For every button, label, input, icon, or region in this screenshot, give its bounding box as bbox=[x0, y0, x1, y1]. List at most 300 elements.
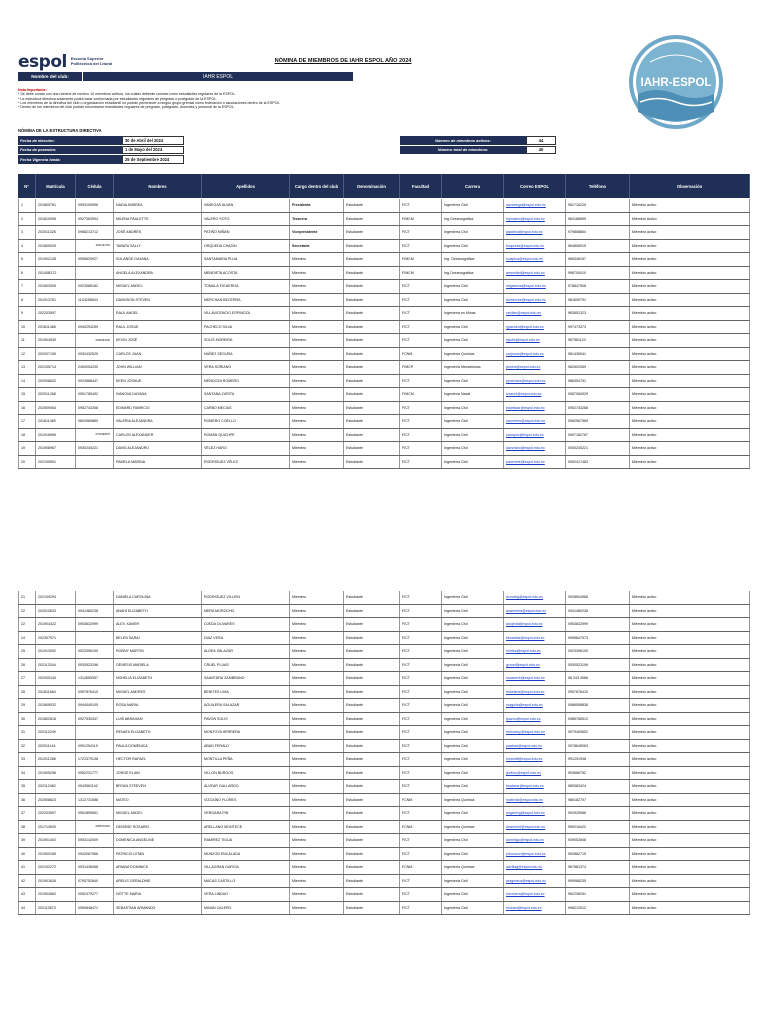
cell-facultad: FCNM bbox=[400, 348, 442, 361]
table-row bbox=[18, 672, 750, 686]
cell-correo[interactable]: domrtigu@espol.edu.ec bbox=[504, 834, 566, 847]
cell-observacion: Miembro activo bbox=[630, 456, 750, 469]
cell-nombres: LUIS ABRAHAM bbox=[114, 713, 202, 726]
cell-cargo: Miembro bbox=[290, 780, 344, 793]
cell-cargo: Miembro bbox=[290, 632, 344, 645]
cell-carrera: Ingeniería Civil bbox=[442, 294, 504, 307]
cell-carrera: Ingeniería Civil bbox=[442, 226, 504, 239]
cell-correo[interactable]: dsmerche@espol.edu.ec bbox=[504, 294, 566, 307]
cell-matricula: 202112462 bbox=[36, 780, 76, 793]
cell-matricula: 202008632 bbox=[36, 375, 76, 388]
cell-nombres: DAVID ALEJANDRO bbox=[114, 442, 202, 455]
cell-correo[interactable]: gcruel@espol.edu.ec bbox=[504, 659, 566, 672]
cell-correo[interactable]: bsalvear@espol.edu.ec bbox=[504, 780, 566, 793]
cell-correo[interactable]: anaemera@espol.edu.ec bbox=[504, 605, 566, 618]
cell-facultad: FICT bbox=[400, 429, 442, 442]
cell-correo[interactable]: kjmendoz@espol.edu.ec bbox=[504, 375, 566, 388]
cell-telefono: 996212512 bbox=[566, 902, 630, 915]
cell-correo[interactable]: pamrvele@espol.edu.ec bbox=[504, 456, 566, 469]
cell-observacion: Miembro activo bbox=[630, 267, 750, 280]
cell-number: 43 bbox=[18, 888, 36, 901]
cell-carrera: Ingeniería en Minas bbox=[442, 307, 504, 320]
table-row bbox=[18, 902, 750, 916]
cell-telefono: 964186899 bbox=[566, 213, 630, 226]
cell-cargo: Miembro bbox=[290, 294, 344, 307]
cell-apellidos: MERA MOROCHO bbox=[202, 605, 290, 618]
cell-carrera: Ingeniería Civil bbox=[442, 713, 504, 726]
note-line: * Dentro de los miembros del club podrán encontrarse estudiantes regulares de pregrado, postgrado, docentes y personal de la ESPOL. bbox=[18, 105, 235, 110]
cell-apellidos: PACHECO SILVA bbox=[202, 321, 290, 334]
cell-number: 37 bbox=[18, 807, 36, 820]
cell-facultad: FICT bbox=[400, 280, 442, 293]
cell-cedula: 0953632999 bbox=[76, 618, 114, 631]
cell-facultad: FICT bbox=[400, 240, 442, 253]
cell-cedula: 1721379138 bbox=[76, 753, 114, 766]
cell-carrera: Ingeniería Civil bbox=[442, 726, 504, 739]
cell-nombres: KEVIN JOSÉ bbox=[114, 334, 202, 347]
cell-apellidos: VERA SORIANO bbox=[202, 361, 290, 374]
cell-correo[interactable]: amendiet@espol.edu.ec bbox=[504, 267, 566, 280]
cell-facultad: FICT bbox=[400, 740, 442, 753]
cell-cargo: Secretaria bbox=[290, 240, 344, 253]
cell-denominacion: Estudiante bbox=[344, 888, 400, 901]
cell-telefono: 0930240221 bbox=[566, 442, 630, 455]
cell-nombres: IVANOVA DAYANA bbox=[114, 388, 202, 401]
cell-cargo: Miembro bbox=[290, 429, 344, 442]
cell-correo[interactable]: mibelima@espol.edu.ec bbox=[504, 686, 566, 699]
cell-number: 38 bbox=[18, 821, 36, 834]
cell-correo[interactable]: ravillav@espol.edu.ec bbox=[504, 307, 566, 320]
cell-telefono: 992925986 bbox=[566, 807, 630, 820]
cell-cargo: Miembro bbox=[290, 713, 344, 726]
cell-cedula: 0958213712 bbox=[76, 226, 114, 239]
cell-nombres: ANAHÍ ELIZABETH bbox=[114, 605, 202, 618]
cell-nombres: MILENA PAULETTE bbox=[114, 213, 202, 226]
cell-cargo: Miembro bbox=[290, 767, 344, 780]
cell-observacion: Miembro activo bbox=[630, 848, 750, 861]
cell-carrera: Ingeniería Civil bbox=[442, 199, 504, 212]
cell-nombres: MIGUEL ANDRES bbox=[114, 686, 202, 699]
cell-observacion: Miembro activo bbox=[630, 388, 750, 401]
cell-telefono: 978847508 bbox=[566, 280, 630, 293]
cell-matricula: 202008623 bbox=[36, 794, 76, 807]
cell-matricula: 201911286 bbox=[36, 753, 76, 766]
cell-facultad: FICT bbox=[400, 605, 442, 618]
cell-matricula: 201811460 bbox=[36, 415, 76, 428]
cell-facultad: FICT bbox=[400, 875, 442, 888]
cell-telefono: 0941480238 bbox=[566, 605, 630, 618]
cell-telefono: 0952743268 bbox=[566, 402, 630, 415]
cell-carrera: Ingeniería Civil bbox=[442, 402, 504, 415]
cell-number: 14 bbox=[18, 375, 36, 388]
cell-carrera: Ingeniería Civil bbox=[442, 659, 504, 672]
cell-facultad: FICT bbox=[400, 321, 442, 334]
table-row bbox=[18, 226, 750, 240]
cell-cargo: Miembro bbox=[290, 605, 344, 618]
cell-denominacion: Estudiante bbox=[344, 767, 400, 780]
cell-cedula: 0604969880 bbox=[76, 415, 114, 428]
cell-carrera: Ing.Oceanográfica bbox=[442, 213, 504, 226]
cell-facultad: FICT bbox=[400, 632, 442, 645]
cell-carrera: Ingeniería Civil bbox=[442, 888, 504, 901]
cell-denominacion: Estudiante bbox=[344, 713, 400, 726]
cell-apellidos: ALDEA SALAZAR bbox=[202, 645, 290, 658]
cell-cedula: 0957876410 bbox=[76, 686, 114, 699]
cell-facultad: FICT bbox=[400, 888, 442, 901]
cell-cedula: 0953105996 bbox=[76, 199, 114, 212]
cell-number: 28 bbox=[18, 686, 36, 699]
cell-correo[interactable]: migaverg@espol.edu.ec bbox=[504, 807, 566, 820]
cell-carrera: Ingeniería Civil bbox=[442, 848, 504, 861]
cell-matricula: 20140B172 bbox=[36, 267, 76, 280]
document-title: NÓMINA DE MIEMBROS DE IAHR ESPOL AÑO 2024 bbox=[274, 58, 412, 64]
iahr-logo-text: IAHR-ESPOL bbox=[640, 77, 712, 89]
cell-observacion: Miembro activo bbox=[630, 199, 750, 212]
cell-telefono: 962208251 bbox=[566, 888, 630, 901]
cell-cargo: Miembro bbox=[290, 834, 344, 847]
cell-facultad: FICT bbox=[400, 686, 442, 699]
cell-apellidos: ALVEAR GALLARDO bbox=[202, 780, 290, 793]
table-row bbox=[18, 307, 750, 321]
cell-facultad: FICT bbox=[400, 726, 442, 739]
cell-cedula: 0951785492 bbox=[76, 388, 114, 401]
cell-number: 5 bbox=[18, 253, 36, 266]
cell-correo[interactable]: hmontill@espol.edu.ec bbox=[504, 753, 566, 766]
cell-nombres: MIGUEL ANGEL bbox=[114, 280, 202, 293]
cell-observacion: Miembro activo bbox=[630, 902, 750, 915]
header-cell: Cédula bbox=[76, 174, 114, 198]
cell-nombres: SOLANGE DAYANA bbox=[114, 253, 202, 266]
cell-observacion: Miembro activo bbox=[630, 740, 750, 753]
cell-cargo: Miembro bbox=[290, 280, 344, 293]
cell-correo[interactable]: jevillon@espol.edu.ec bbox=[504, 767, 566, 780]
cell-observacion: Miembro activo bbox=[630, 375, 750, 388]
cell-denominacion: Estudiante bbox=[344, 659, 400, 672]
cell-matricula: 201904539 bbox=[36, 334, 76, 347]
table-row bbox=[18, 361, 750, 375]
notes-title: Nota Importante: bbox=[18, 88, 47, 92]
cell-matricula: 202011268 bbox=[36, 388, 76, 401]
cell-correo[interactable]: torqueda@espol.edu.ec bbox=[504, 240, 566, 253]
cell-cedula bbox=[76, 632, 114, 645]
cell-number: 21 bbox=[18, 591, 36, 604]
cell-observacion: Miembro activo bbox=[630, 361, 750, 374]
cell-facultad: FIMCM bbox=[400, 213, 442, 226]
cell-correo[interactable]: solsplua@espol.edu.ec bbox=[504, 253, 566, 266]
cell-cedula bbox=[76, 307, 114, 320]
cell-cargo: Miembro bbox=[290, 442, 344, 455]
cell-correo[interactable]: axojeda@espol.edu.ec bbox=[504, 618, 566, 631]
important-notes bbox=[18, 88, 398, 109]
cell-observacion: Miembro activo bbox=[630, 442, 750, 455]
table-row bbox=[18, 807, 750, 821]
cell-correo[interactable]: varomero@espol.edu.ec bbox=[504, 415, 566, 428]
cell-facultad: FCNM bbox=[400, 794, 442, 807]
header-cell: N° bbox=[18, 174, 36, 198]
table-row bbox=[18, 429, 750, 443]
cell-cargo: Miembro bbox=[290, 848, 344, 861]
cell-denominacion: Estudiante bbox=[344, 294, 400, 307]
cell-nombres: VALERIA ALEJANDRA bbox=[114, 415, 202, 428]
cell-matricula: 201901626 bbox=[36, 875, 76, 888]
cell-cedula: 0952231777 bbox=[76, 767, 114, 780]
cell-number: 36 bbox=[18, 794, 36, 807]
cell-matricula: 201810096 bbox=[36, 213, 76, 226]
cell-matricula: 202105714 bbox=[36, 361, 76, 374]
cell-carrera: Ingeniería Civil bbox=[442, 699, 504, 712]
cell-nombres: PAMELA MARINA bbox=[114, 456, 202, 469]
cell-observacion: Miembro activo bbox=[630, 834, 750, 847]
cell-nombres: CARLOS JUAN bbox=[114, 348, 202, 361]
cell-observacion: Miembro activo bbox=[630, 253, 750, 266]
cell-matricula: 201901402 bbox=[36, 834, 76, 847]
cell-observacion: Miembro activo bbox=[630, 402, 750, 415]
cell-number: 25 bbox=[18, 645, 36, 658]
cell-apellidos: SOLÍS MOREIRA bbox=[202, 334, 290, 347]
cell-facultad: FICT bbox=[400, 767, 442, 780]
cell-cargo: Presidenta bbox=[290, 199, 344, 212]
cell-correo[interactable]: rjpacheo@espol.edu.ec bbox=[504, 321, 566, 334]
cell-nombres: EDWARD FABRICIO bbox=[114, 402, 202, 415]
cell-number: 35 bbox=[18, 780, 36, 793]
cell-correo[interactable]: roaguila@espol.edu.ec bbox=[504, 699, 566, 712]
cell-facultad: FICT bbox=[400, 415, 442, 428]
cell-nombres: NOHELIA ELIZABETH bbox=[114, 672, 202, 685]
cell-observacion: Miembro activo bbox=[630, 226, 750, 239]
cell-cedula: 0952743268 bbox=[76, 402, 114, 415]
cell-correo[interactable]: besadiaz@espol.edu.ec bbox=[504, 632, 566, 645]
cell-correo[interactable]: aragmaca@espol.edu.ec bbox=[504, 875, 566, 888]
cell-number: 42 bbox=[18, 875, 36, 888]
cell-carrera: Ingeniería Civil bbox=[442, 807, 504, 820]
cell-number: 22 bbox=[18, 618, 36, 631]
cell-facultad: FICT bbox=[400, 226, 442, 239]
cell-facultad: FCNM bbox=[400, 821, 442, 834]
cell-observacion: Miembro activo bbox=[630, 307, 750, 320]
espol-wordmark: espol bbox=[18, 52, 67, 72]
cell-cedula: 0952479277 bbox=[76, 888, 114, 901]
cell-apellidos: VALERO SOTO bbox=[202, 213, 290, 226]
cell-number: 34 bbox=[18, 767, 36, 780]
cell-cedula: 0930240221 bbox=[76, 442, 114, 455]
cell-apellidos: MONTOYA HERRERA bbox=[202, 726, 290, 739]
cell-cargo: Miembro bbox=[290, 740, 344, 753]
cell-correo[interactable]: dearmont@espol.edu.ec bbox=[504, 821, 566, 834]
cell-cedula: 0705752640 bbox=[76, 875, 114, 888]
cell-correo[interactable]: carjnune@espol.edu.ec bbox=[504, 348, 566, 361]
cell-correo[interactable]: davvharo@espol.edu.ec bbox=[504, 442, 566, 455]
cell-cargo: Miembro bbox=[290, 672, 344, 685]
cell-correo[interactable]: mateviiz@espol.edu.ec bbox=[504, 794, 566, 807]
cell-nombres: PAULA DOMENICA bbox=[114, 740, 202, 753]
cell-correo[interactable]: nsaavedr@espol.edu.ec bbox=[504, 672, 566, 685]
cell-telefono: 0985766512 bbox=[566, 713, 630, 726]
cell-apellidos: CRUEL PLUAS bbox=[202, 659, 290, 672]
cell-correo[interactable]: japatino@espol.edu.ec bbox=[504, 226, 566, 239]
cell-correo[interactable]: jwvera@espol.edu.ec bbox=[504, 361, 566, 374]
table-row bbox=[18, 591, 750, 605]
election-date-label: Fecha de elección: bbox=[18, 136, 122, 145]
cell-observacion: Miembro activo bbox=[630, 713, 750, 726]
cell-observacion: Miembro activo bbox=[630, 888, 750, 901]
cell-number: 33 bbox=[18, 753, 36, 766]
cell-apellidos: MACAS CASTILLO bbox=[202, 875, 290, 888]
cell-cedula: 1104258544 bbox=[76, 294, 114, 307]
cell-denominacion: Estudiante bbox=[344, 240, 400, 253]
cell-apellidos: VERGARA PIN bbox=[202, 807, 290, 820]
cell-denominacion: Estudiante bbox=[344, 807, 400, 820]
cell-carrera: Ingeniería Civil bbox=[442, 780, 504, 793]
cell-observacion: Miembro activo bbox=[630, 686, 750, 699]
cell-nombres: GENESIS MARIELA bbox=[114, 659, 202, 672]
cell-telefono: 962716225 bbox=[566, 199, 630, 212]
cell-number: 27 bbox=[18, 672, 36, 685]
cell-carrera: Ingeniería Química bbox=[442, 821, 504, 834]
table-row bbox=[18, 618, 750, 632]
cell-facultad: FICT bbox=[400, 753, 442, 766]
cell-apellidos: VIZCAÍNO FLORES bbox=[202, 794, 290, 807]
table-row bbox=[18, 861, 750, 875]
cell-number: 10 bbox=[18, 321, 36, 334]
cell-denominacion: Estudiante bbox=[344, 213, 400, 226]
cell-denominacion: Estudiante bbox=[344, 605, 400, 618]
cell-carrera: Ingeniería Civil bbox=[442, 456, 504, 469]
cell-correo[interactable]: migatoma@espol.edu.ec bbox=[504, 280, 566, 293]
cell-correo[interactable]: dcrodrig@espol.edu.ec bbox=[504, 591, 566, 604]
cell-cargo: Miembro bbox=[290, 645, 344, 658]
cell-apellidos: RODRIGUEZ VILLEIN bbox=[202, 591, 290, 604]
cell-carrera: Ing.Oceanográfica bbox=[442, 267, 504, 280]
cell-correo[interactable]: caroquic@espol.edu.ec bbox=[504, 429, 566, 442]
cell-cedula: 0927530347 bbox=[76, 713, 114, 726]
cell-telefono: 0957876410 bbox=[566, 686, 630, 699]
cell-matricula: 201714920 bbox=[36, 821, 76, 834]
cell-telefono: 939052848 bbox=[566, 834, 630, 847]
cell-correo[interactable]: ivazurit@espol.edu.ec bbox=[504, 388, 566, 401]
cell-carrera: Ingeniería Civil bbox=[442, 902, 504, 915]
cell-cedula: 0923396100 bbox=[76, 645, 114, 658]
cell-carrera: Ingeniería Civil bbox=[442, 672, 504, 685]
cell-facultad: FICT bbox=[400, 199, 442, 212]
cell-telefono: 983651323 bbox=[566, 307, 630, 320]
table-row bbox=[18, 388, 750, 402]
cell-telefono: 981609791 bbox=[566, 294, 630, 307]
cell-nombres: JOHN WILLIAM bbox=[114, 361, 202, 374]
cell-correo[interactable]: advillag@espol.edu.ec bbox=[504, 861, 566, 874]
cell-correo[interactable]: remontoy@espol.edu.ec bbox=[504, 726, 566, 739]
table-row bbox=[18, 267, 750, 281]
cell-nombres: NADIA ANDREA bbox=[114, 199, 202, 212]
cell-apellidos: ABAD FERALD bbox=[202, 740, 290, 753]
cell-telefono: 0923396100 bbox=[566, 645, 630, 658]
cell-correo[interactable]: navanega@espol.edu.ec bbox=[504, 199, 566, 212]
cell-facultad: FICT bbox=[400, 834, 442, 847]
election-date-value: 30 de Abril del 2024 bbox=[122, 136, 184, 145]
cell-correo[interactable]: ivemvera@espol.edu.ec bbox=[504, 888, 566, 901]
possession-date-value: 1 de Mayo del 2024 bbox=[122, 146, 184, 155]
cell-correo[interactable]: plmunzon@espol.edu.ec bbox=[504, 848, 566, 861]
cell-number: 44 bbox=[18, 902, 36, 915]
cell-denominacion: Estudiante bbox=[344, 253, 400, 266]
cell-nombres: TABATA SALLY bbox=[114, 240, 202, 253]
cell-apellidos: VILLAVICENCIO ESPINOZA bbox=[202, 307, 290, 320]
active-members-value: 44 bbox=[526, 136, 556, 145]
cell-correo[interactable]: sminan@espol.edu.ec bbox=[504, 902, 566, 915]
cell-number: 32 bbox=[18, 740, 36, 753]
cell-number: 16 bbox=[18, 402, 36, 415]
cell-matricula: 201913761 bbox=[36, 294, 76, 307]
cell-facultad: FICT bbox=[400, 591, 442, 604]
cell-telefono: 982602069 bbox=[566, 361, 630, 374]
cell-telefono: 0987084929 bbox=[566, 388, 630, 401]
cell-denominacion: Estudiante bbox=[344, 226, 400, 239]
header-cell: Carrera bbox=[442, 174, 504, 198]
table-row bbox=[18, 213, 750, 227]
cell-facultad: FIMCM bbox=[400, 388, 442, 401]
cell-carrera: Ingeniería Civil bbox=[442, 334, 504, 347]
directiva-title: NÓMINA DE LA ESTRUCTURA DIRECTIVA bbox=[18, 128, 102, 133]
cell-carrera: Ingeniería Química bbox=[442, 794, 504, 807]
cell-correo[interactable]: paabad@espol.edu.ec bbox=[504, 740, 566, 753]
cell-cedula bbox=[76, 726, 114, 739]
cell-cargo: Miembro bbox=[290, 807, 344, 820]
cell-observacion: Miembro activo bbox=[630, 726, 750, 739]
cell-cargo: Miembro bbox=[290, 348, 344, 361]
table-row bbox=[18, 780, 750, 794]
cell-nombres: MIGUEL ANGEL bbox=[114, 807, 202, 820]
cell-matricula: 202203597 bbox=[36, 807, 76, 820]
cell-carrera: Ingeniería Química bbox=[442, 348, 504, 361]
cell-correo[interactable]: mpvalero@espol.edu.ec bbox=[504, 213, 566, 226]
cell-facultad: FICT bbox=[400, 713, 442, 726]
cell-matricula: 201904422 bbox=[36, 618, 76, 631]
cell-telefono: 959968235 bbox=[566, 875, 630, 888]
note-line: * Los miembros de la directiva del club u organización estudiantil no podrán pertenecer a ningún grupo gremial como federación o asociaciones dentro de la ESPOL. bbox=[18, 100, 281, 105]
cell-telefono: 959216422 bbox=[566, 821, 630, 834]
cell-telefono: 0962967969 bbox=[566, 415, 630, 428]
cell-observacion: Miembro activo bbox=[630, 861, 750, 874]
table-row bbox=[18, 294, 750, 308]
cell-denominacion: Estudiante bbox=[344, 280, 400, 293]
cell-correo[interactable]: rnildea@espol.edu.ec bbox=[504, 645, 566, 658]
cell-denominacion: Estudiante bbox=[344, 780, 400, 793]
table-row bbox=[18, 375, 750, 389]
cell-number: 17 bbox=[18, 415, 36, 428]
table-row bbox=[18, 348, 750, 362]
cell-number: 40 bbox=[18, 848, 36, 861]
cell-observacion: Miembro activo bbox=[630, 672, 750, 685]
table-row bbox=[18, 740, 750, 754]
cell-number: 7 bbox=[18, 280, 36, 293]
cell-cargo: Miembro bbox=[290, 321, 344, 334]
cell-cedula bbox=[76, 591, 114, 604]
cell-facultad: FICT bbox=[400, 334, 442, 347]
cell-correo[interactable]: edwfacar@espol.edu.ec bbox=[504, 402, 566, 415]
table-row bbox=[18, 240, 750, 254]
cell-correo[interactable]: lpavon@espol.edu.ec bbox=[504, 713, 566, 726]
cell-nombres: ARIANA DOMINICK bbox=[114, 861, 202, 874]
cell-nombres: JORGE ELIAN bbox=[114, 767, 202, 780]
table-row bbox=[18, 402, 750, 416]
cell-cedula: 2450054230 bbox=[76, 361, 114, 374]
cell-telefono: 0930523196 bbox=[566, 659, 630, 672]
cell-correo[interactable]: kjsolis@espol.edu.ec bbox=[504, 334, 566, 347]
cell-denominacion: Estudiante bbox=[344, 740, 400, 753]
cell-cedula: 0943561142 bbox=[76, 780, 114, 793]
cell-observacion: Miembro Activo bbox=[630, 213, 750, 226]
header-cell: Denominación bbox=[344, 174, 400, 198]
cell-cedula: 0750499576 bbox=[76, 429, 114, 442]
